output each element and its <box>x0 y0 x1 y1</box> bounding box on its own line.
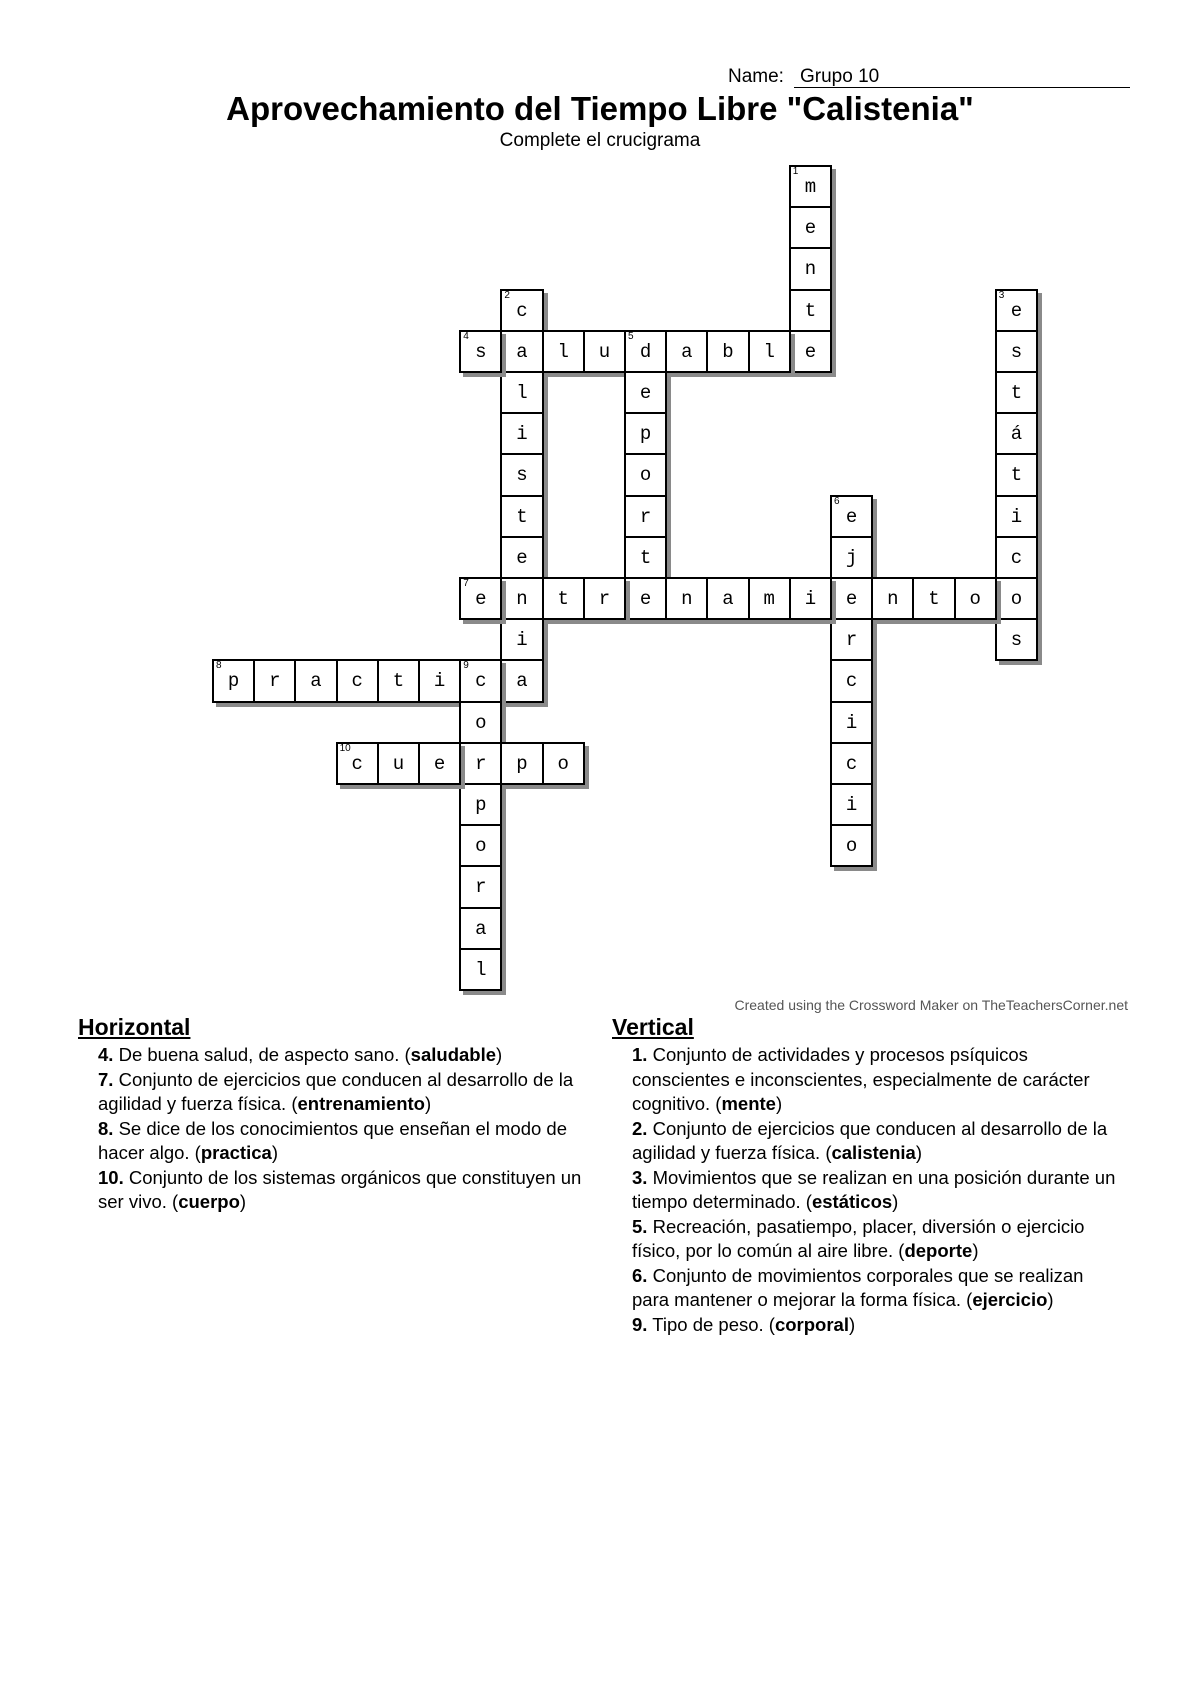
cell-letter: a <box>475 917 487 940</box>
clue-answer: mente <box>721 1093 776 1114</box>
clue-answer: deporte <box>904 1240 973 1261</box>
crossword-cell[interactable] <box>459 742 502 785</box>
clue-number: 2. <box>632 1117 648 1139</box>
cell-letter: p <box>639 423 652 446</box>
cell-letter: a <box>681 340 693 363</box>
clue-number: 8. <box>98 1117 114 1139</box>
crossword-cell[interactable] <box>995 330 1038 373</box>
crossword-cell[interactable] <box>624 577 667 620</box>
cell-letter: e <box>1010 299 1023 322</box>
crossword-cell[interactable] <box>789 577 832 620</box>
cell-letter: p <box>475 794 487 816</box>
cell-letter: c <box>516 299 528 322</box>
clue-text: De buena salud, de aspecto sano. ( <box>118 1044 411 1065</box>
clue-number: 7. <box>98 1068 114 1090</box>
crossword-cell[interactable] <box>459 330 502 373</box>
cell-letter: l <box>557 340 569 363</box>
cell-letter: o <box>475 711 487 734</box>
cell-letter: i <box>1010 505 1023 528</box>
clue-number: 9. <box>632 1313 648 1335</box>
crossword-cell[interactable] <box>995 577 1038 620</box>
crossword-cell[interactable] <box>871 577 914 620</box>
crossword-cell[interactable] <box>500 577 543 620</box>
cell-letter: a <box>722 588 734 610</box>
crossword-cell[interactable] <box>995 618 1038 661</box>
crossword-cell[interactable] <box>377 742 420 785</box>
crossword-cell[interactable] <box>583 577 626 620</box>
clue-answer: ejercicio <box>972 1289 1048 1310</box>
crossword-cell[interactable] <box>830 783 873 826</box>
cell-letter: r <box>475 876 487 899</box>
cell-number: 9 <box>463 660 469 672</box>
cell-letter: o <box>475 835 487 858</box>
clue-answer: practica <box>200 1142 272 1163</box>
clue-number: 3. <box>632 1166 648 1188</box>
crossword-cell[interactable] <box>954 577 997 620</box>
cell-number: 7 <box>463 578 469 589</box>
cell-letter: s <box>475 340 487 363</box>
crossword-cell[interactable] <box>500 618 543 661</box>
crossword-cell[interactable] <box>830 701 873 744</box>
crossword-cell[interactable] <box>624 453 667 496</box>
clue-text: Tipo de peso. ( <box>652 1313 775 1335</box>
clue-item <box>612 1264 1122 1313</box>
page-subtitle: Complete el crucigrama <box>499 130 701 151</box>
crossword-cell[interactable] <box>830 536 873 579</box>
name-label: Name: <box>728 66 784 87</box>
crossword-cell[interactable] <box>995 412 1038 455</box>
cell-letter: t <box>392 670 405 693</box>
cell-letter: i <box>516 423 528 446</box>
crossword-cell[interactable] <box>542 742 585 785</box>
crossword-cell[interactable] <box>665 330 708 373</box>
cell-letter: e <box>804 340 817 363</box>
cell-letter: o <box>845 835 858 858</box>
crossword-cell[interactable] <box>542 330 585 373</box>
crossword-cell[interactable] <box>995 371 1038 414</box>
crossword-cell[interactable] <box>253 659 296 702</box>
cell-letter: n <box>681 588 693 610</box>
clue-text: Conjunto de ejercicios que conducen al desarrollo de la agilidad y fuerza física. ( <box>632 1117 1108 1163</box>
crossword-cell[interactable] <box>789 206 832 249</box>
crossword-cell[interactable] <box>624 495 667 538</box>
cell-letter: e <box>639 588 652 610</box>
cell-letter: c <box>475 670 487 693</box>
crossword-cell[interactable] <box>624 536 667 579</box>
crossword-cell[interactable] <box>500 742 543 785</box>
cell-letter: á <box>1010 423 1023 446</box>
clue-number: 4. <box>98 1044 114 1065</box>
crossword-cell[interactable] <box>583 330 626 373</box>
crossword-cell[interactable] <box>418 742 461 785</box>
crossword-cell[interactable] <box>459 659 502 702</box>
crossword-cell[interactable] <box>830 577 873 620</box>
clue-number: 6. <box>632 1264 648 1286</box>
cell-letter: m <box>804 176 817 198</box>
crossword-cell[interactable] <box>500 659 543 702</box>
crossword-cell[interactable] <box>789 289 832 332</box>
cell-letter: d <box>639 340 652 363</box>
cell-letter: u <box>598 340 611 363</box>
crossword-cell[interactable] <box>830 495 873 538</box>
cell-letter: n <box>804 258 817 281</box>
cell-number: 8 <box>216 660 222 672</box>
page-title: Aprovechamiento del Tiempo Libre "Calistenia" <box>226 90 974 127</box>
down-clues <box>612 1012 1122 1337</box>
crossword-cell[interactable] <box>500 330 543 373</box>
crossword-cell[interactable] <box>500 371 543 414</box>
crossword-cell[interactable] <box>789 247 832 290</box>
cell-letter: s <box>1010 340 1023 363</box>
cell-letter: c <box>845 752 858 775</box>
clue-number: 10. <box>98 1166 124 1188</box>
cell-letter: s <box>516 464 528 487</box>
clue-text: Conjunto de movimientos corporales que se realizan para mantener o mejorar la forma física. ( <box>632 1264 1084 1310</box>
crossword-cell[interactable] <box>294 659 337 702</box>
crossword-cell[interactable] <box>624 330 667 373</box>
crossword-cell[interactable] <box>459 783 502 826</box>
cell-number: 5 <box>628 330 634 342</box>
cell-letter: t <box>1010 382 1023 404</box>
clue-answer: corporal <box>774 1313 849 1335</box>
across-heading: Horizontal <box>78 1014 191 1040</box>
crossword-cell[interactable] <box>830 824 873 867</box>
clue-answer: estáticos <box>811 1191 893 1212</box>
cell-letter: c <box>1010 546 1023 569</box>
down-heading: Vertical <box>612 1014 694 1040</box>
cell-letter: r <box>845 629 858 652</box>
clue-close: ) <box>892 1191 899 1212</box>
crossword-cell[interactable] <box>830 742 873 785</box>
cell-letter: j <box>845 546 858 569</box>
cell-letter: t <box>928 588 940 610</box>
cell-letter: t <box>639 546 652 569</box>
clue-text: Se dice de los conocimientos que enseñan el modo de hacer algo. ( <box>98 1117 567 1163</box>
crossword-cell[interactable] <box>995 453 1038 496</box>
clue-item <box>612 1166 1122 1215</box>
cell-number: 6 <box>834 495 840 507</box>
clue-item <box>612 1043 1122 1117</box>
crossword-cell[interactable] <box>459 948 502 991</box>
clue-item <box>78 1068 588 1117</box>
cell-letter: e <box>639 382 652 404</box>
crossword-cell[interactable] <box>995 289 1038 332</box>
clue-close: ) <box>972 1240 979 1261</box>
cell-letter: p <box>516 752 528 775</box>
cell-letter: s <box>1010 629 1023 652</box>
clue-item <box>612 1215 1122 1264</box>
clue-close: ) <box>424 1093 432 1114</box>
cell-letter: l <box>763 340 775 363</box>
cell-number: 10 <box>339 742 351 754</box>
clue-close: ) <box>1047 1289 1054 1310</box>
crossword-cell[interactable] <box>995 495 1038 538</box>
clue-close: ) <box>496 1044 503 1065</box>
crossword-cell[interactable] <box>212 659 255 702</box>
cell-letter: i <box>845 711 858 734</box>
cell-letter: e <box>804 217 817 240</box>
cell-number: 3 <box>998 289 1005 301</box>
clue-number: 5. <box>632 1215 648 1237</box>
cell-letter: o <box>639 464 652 487</box>
cell-letter: o <box>1010 588 1023 610</box>
cell-letter: a <box>516 340 528 363</box>
name-field <box>728 66 1130 92</box>
clue-answer: entrenamiento <box>297 1093 425 1114</box>
cell-letter: i <box>433 670 446 693</box>
crossword-cell[interactable] <box>459 824 502 867</box>
clue-text: Conjunto de los sistemas orgánicos que constituyen un ser vivo. ( <box>98 1166 582 1212</box>
crossword-cell[interactable] <box>748 577 791 620</box>
clue-answer: cuerpo <box>178 1191 240 1212</box>
cell-letter: t <box>1010 464 1023 487</box>
cell-letter: i <box>845 794 858 816</box>
across-clues <box>78 1012 588 1215</box>
crossword-cell[interactable] <box>789 330 832 373</box>
crossword-cell[interactable] <box>706 330 749 373</box>
crossword-cell[interactable] <box>830 618 873 661</box>
cell-letter: n <box>887 588 899 610</box>
clue-close: ) <box>849 1313 856 1335</box>
clue-text: Recreación, pasatiempo, placer, diversión o ejercicio físico, por lo común al aire libre. ( <box>632 1215 1085 1261</box>
clue-close: ) <box>775 1093 783 1114</box>
clue-text: Conjunto de ejercicios que conducen al desarrollo de la agilidad y fuerza física. ( <box>98 1068 574 1114</box>
cell-letter: e <box>845 505 858 528</box>
cell-letter: r <box>639 505 652 528</box>
crossword-cell[interactable] <box>500 536 543 579</box>
cell-letter: r <box>269 670 281 693</box>
cell-letter: t <box>557 588 569 610</box>
clue-text: Conjunto de actividades y procesos psíquicos conscientes e inconscientes, especialmente de carácter cognitivo. ( <box>632 1044 1090 1114</box>
cell-letter: t <box>804 299 817 322</box>
crossword-cell[interactable] <box>459 701 502 744</box>
crossword-cell[interactable] <box>500 453 543 496</box>
crossword-cell[interactable] <box>624 371 667 414</box>
cell-letter: o <box>557 752 569 775</box>
crossword-cell[interactable] <box>830 659 873 702</box>
cell-number: 1 <box>792 166 799 177</box>
crossword-cell[interactable] <box>500 412 543 455</box>
cell-letter: i <box>804 588 817 610</box>
cell-letter: e <box>433 752 446 775</box>
crossword-cell[interactable] <box>706 577 749 620</box>
cell-number: 4 <box>463 330 469 342</box>
crossword-cell[interactable] <box>459 577 502 620</box>
cell-letter: r <box>598 588 611 610</box>
crossword-cell[interactable] <box>542 577 585 620</box>
cell-letter: o <box>969 588 981 610</box>
crossword-cell[interactable] <box>459 865 502 908</box>
clue-answer: saludable <box>410 1044 497 1065</box>
clue-answer: calistenia <box>831 1142 916 1163</box>
cell-number: 2 <box>504 289 510 301</box>
cell-letter: l <box>475 958 487 981</box>
crossword-cell[interactable] <box>336 742 379 785</box>
name-value[interactable]: Grupo 10 <box>794 66 1130 88</box>
cell-letter: i <box>516 629 528 652</box>
cell-letter: p <box>227 670 240 693</box>
crossword-cell[interactable] <box>748 330 791 373</box>
cell-letter: e <box>845 588 858 610</box>
cell-letter: l <box>516 382 528 404</box>
cell-letter: c <box>845 670 858 693</box>
crossword-cell[interactable] <box>995 536 1038 579</box>
clue-close: ) <box>915 1142 922 1163</box>
cell-letter: e <box>516 546 528 569</box>
crossword-cell[interactable] <box>336 659 379 702</box>
crossword-cell[interactable] <box>789 165 832 208</box>
cell-letter: n <box>516 588 528 610</box>
clue-item <box>612 1117 1122 1166</box>
cell-letter: u <box>392 752 405 775</box>
crossword-cell[interactable] <box>418 659 461 702</box>
crossword-cell[interactable] <box>459 907 502 950</box>
credit-text: Created using the Crossword Maker on TheTeachersCorner.net <box>734 997 1128 1013</box>
clue-number: 1. <box>632 1044 648 1065</box>
cell-letter: a <box>310 670 322 693</box>
crossword-cell[interactable] <box>665 577 708 620</box>
crossword-cell[interactable] <box>500 289 543 332</box>
cell-letter: c <box>351 752 363 775</box>
clue-item <box>78 1166 588 1215</box>
crossword-cell[interactable] <box>912 577 955 620</box>
clue-item <box>612 1313 1122 1338</box>
clue-text: Movimientos que se realizan en una posición durante un tiempo determinado. ( <box>632 1166 1116 1212</box>
cell-letter: a <box>516 670 528 693</box>
crossword-cell[interactable] <box>377 659 420 702</box>
crossword-cell[interactable] <box>624 412 667 455</box>
clue-close: ) <box>271 1142 278 1163</box>
crossword-cell[interactable] <box>500 495 543 538</box>
cell-letter: t <box>516 505 528 528</box>
cell-letter: r <box>475 752 487 775</box>
cell-letter: m <box>763 588 775 610</box>
cell-letter: e <box>475 588 487 610</box>
cell-letter: b <box>722 340 734 363</box>
clue-item <box>78 1117 588 1166</box>
clue-close: ) <box>239 1191 247 1212</box>
clue-item <box>78 1043 588 1068</box>
cell-letter: c <box>351 670 363 693</box>
